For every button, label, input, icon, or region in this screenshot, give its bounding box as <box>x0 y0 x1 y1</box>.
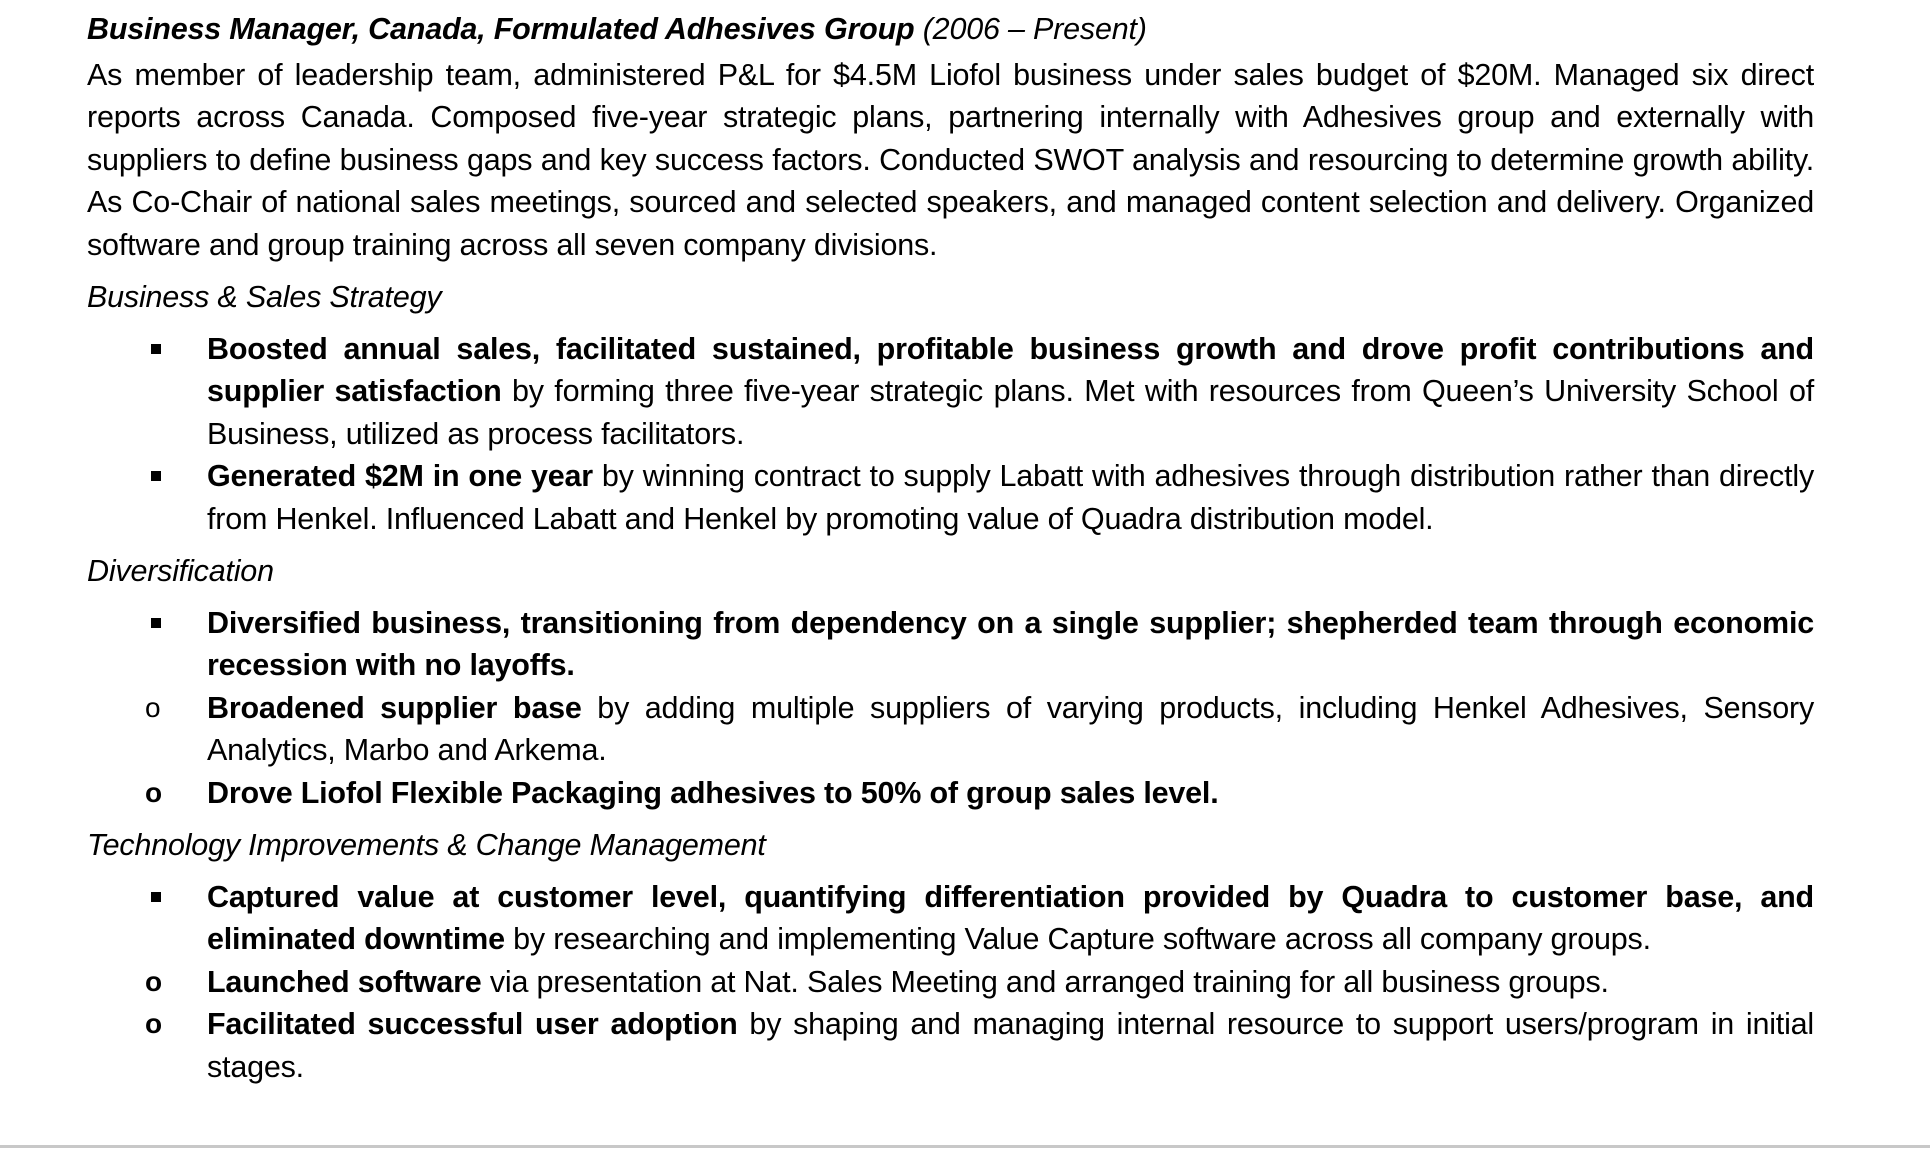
bullet-list <box>87 602 1814 687</box>
circle-bullet-icon: o <box>145 776 162 808</box>
sub-bullet-list <box>87 961 1814 1089</box>
bullet-list <box>87 328 1814 541</box>
square-bullet-icon <box>151 471 161 481</box>
bullet-item <box>87 328 1814 456</box>
sub-bullet-bold-text: Drove Liofol Flexible Packaging adhesives to 50% of group sales level. <box>207 775 1219 810</box>
section-heading-diversification: Diversification <box>87 554 274 588</box>
circle-bullet-icon: o <box>145 691 161 723</box>
bullet-text: by winning contract to supply Labatt with adhesives through distribution rather than directly from Henkel. Influenced Labatt and Henkel by promoting value of Quadra distribution model. <box>207 459 1814 536</box>
circle-bullet-icon: o <box>145 965 162 997</box>
square-bullet-icon <box>151 618 161 628</box>
job-title-dates: (2006 – Present) <box>914 12 1147 46</box>
bullet-item <box>87 876 1814 961</box>
job-summary: As member of leadership team, administered P&L for $4.5M Liofol business under sales budget of $20M. Managed six direct reports across Canada. Composed five-year strategic plans, partnering internally with Adhesives group and externally with suppliers to define business gaps and key success factors. Conducted SWOT analysis and resourcing to determine growth ability. As Co-Chair of national sales meetings, sourced and selected speakers, and managed content selection and delivery. Organized software and group training across all seven company divisions. <box>87 57 1814 262</box>
bullet-bold-text: Boosted annual sales, facilitated sustained, profitable business growth and drove profit contributions and supplier satisfaction <box>207 331 1814 408</box>
sub-bullet-item <box>87 1003 1814 1088</box>
bullet-bold-text: Captured value at customer level, quantifying differentiation provided by Quadra to customer base, and eliminated downtime <box>207 879 1814 956</box>
sub-bullet-text: via presentation at Nat. Sales Meeting and arranged training for all business groups. <box>481 964 1609 999</box>
sub-bullet-bold-text: Broadened supplier base <box>207 690 582 725</box>
sub-bullet-item <box>87 687 1814 772</box>
square-bullet-icon <box>151 892 161 902</box>
resume-page <box>87 8 1814 1088</box>
square-bullet-icon <box>151 344 161 354</box>
bullet-list <box>87 876 1814 961</box>
sub-bullet-text: by shaping and managing internal resource to support users/program in initial stages. <box>207 1007 1814 1084</box>
section-heading-business-sales-strategy: Business & Sales Strategy <box>87 280 442 314</box>
job-title <box>87 8 1814 51</box>
bullet-text: by researching and implementing Value Capture software across all company groups. <box>504 922 1651 956</box>
bullet-bold-text: Diversified business, transitioning from dependency on a single supplier; shepherded team through economic recession with no layoffs. <box>207 605 1814 682</box>
bullet-item <box>87 455 1814 540</box>
job-title-role: Business Manager, Canada, Formulated Adhesives Group <box>87 12 915 46</box>
bullet-text: by forming three five-year strategic plans. Met with resources from Queen’s University School of Business, utilized as process facilitators. <box>207 374 1815 451</box>
sub-bullet-bold-text: Facilitated successful user adoption <box>207 1007 738 1041</box>
sub-bullet-bold-text: Launched software <box>207 964 482 999</box>
section-heading-technology-improvements: Technology Improvements & Change Management <box>87 828 766 862</box>
bullet-item <box>87 602 1814 687</box>
sub-bullet-list <box>87 687 1814 815</box>
sub-bullet-item <box>87 961 1814 1004</box>
sub-bullet-text: by adding multiple suppliers of varying products, including Henkel Adhesives, Sensory Analytics, Marbo and Arkema. <box>207 690 1814 767</box>
bullet-bold-text: Generated $2M in one year <box>207 459 593 493</box>
sub-bullet-item <box>87 772 1814 815</box>
page-bottom-divider <box>0 1145 1930 1148</box>
circle-bullet-icon: o <box>145 1008 162 1039</box>
